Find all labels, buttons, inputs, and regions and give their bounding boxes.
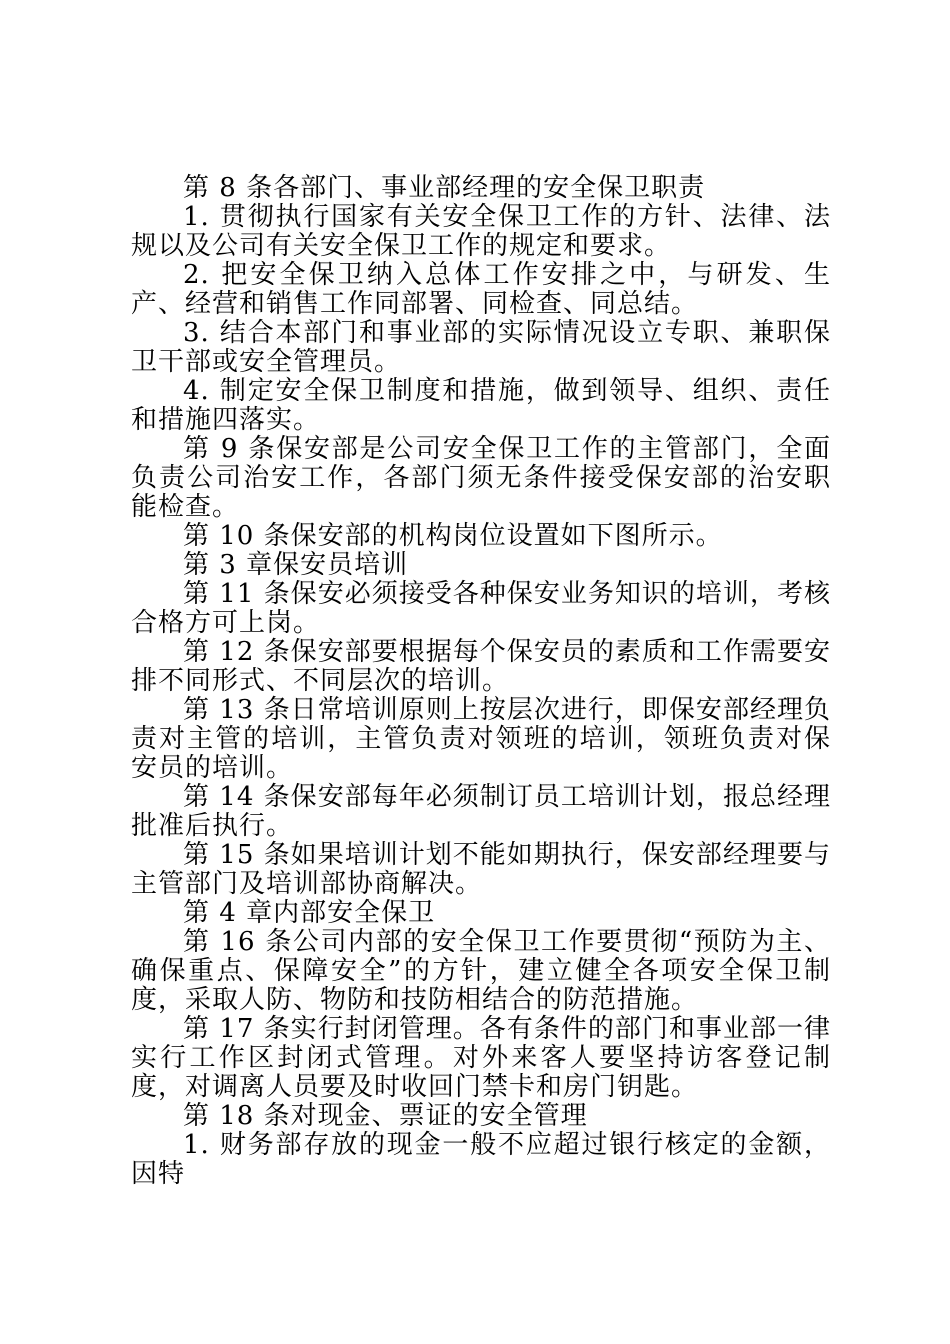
chapter-3-heading: 第 3 章保安员培训 [183, 550, 409, 580]
paragraph-article-9: 第 9 条保安部是公司安全保卫工作的主管部门，全面负责公司治安工作，各部门须无条件接受保安部的治安职能检查。 [131, 434, 831, 522]
paragraph-article-12: 第 12 条保安部要根据每个保安员的素质和工作需要安排不同形式、不同层次的培训。 [131, 637, 831, 696]
paragraph-article-8-heading: 第 8 条各部门、事业部经理的安全保卫职责 [183, 173, 706, 203]
paragraph-article-18-item-1: 1. 财务部存放的现金一般不应超过银行核定的金额，因特 [131, 1130, 831, 1189]
paragraph-article-18-heading: 第 18 条对现金、票证的安全管理 [183, 1101, 588, 1131]
paragraph-article-15: 第 15 条如果培训计划不能如期执行，保安部经理要与主管部门及培训部协商解决。 [131, 840, 831, 899]
paragraph-article-8-item-1: 1. 贯彻执行国家有关安全保卫工作的方针、法律、法规以及公司有关安全保卫工作的规定和要求。 [131, 202, 831, 261]
paragraph-article-10: 第 10 条保安部的机构岗位设置如下图所示。 [183, 521, 723, 551]
document-body [131, 174, 831, 1189]
paragraph-article-16: 第 16 条公司内部的安全保卫工作要贯彻“预防为主、确保重点、保障安全”的方针，建立健全各项安全保卫制度，采取人防、物防和技防相结合的防范措施。 [131, 927, 831, 1015]
chapter-4-heading: 第 4 章内部安全保卫 [183, 898, 436, 928]
paragraph-article-11: 第 11 条保安必须接受各种保安业务知识的培训，考核合格方可上岗。 [131, 579, 831, 638]
paragraph-article-14: 第 14 条保安部每年必须制订员工培训计划，报总经理批准后执行。 [131, 782, 831, 841]
paragraph-article-8-item-3: 3. 结合本部门和事业部的实际情况设立专职、兼职保卫干部或安全管理员。 [131, 318, 831, 377]
paragraph-article-8-item-2: 2. 把安全保卫纳入总体工作安排之中，与研发、生产、经营和销售工作同部署、同检查、同总结。 [131, 260, 831, 319]
paragraph-article-13: 第 13 条日常培训原则上按层次进行，即保安部经理负责对主管的培训，主管负责对领班的培训，领班负责对保安员的培训。 [131, 695, 831, 783]
paragraph-article-17: 第 17 条实行封闭管理。各有条件的部门和事业部一律实行工作区封闭式管理。对外来客人要坚持访客登记制度，对调离人员要及时收回门禁卡和房门钥匙。 [131, 1014, 831, 1102]
paragraph-article-8-item-4: 4. 制定安全保卫制度和措施，做到领导、组织、责任和措施四落实。 [131, 376, 831, 435]
